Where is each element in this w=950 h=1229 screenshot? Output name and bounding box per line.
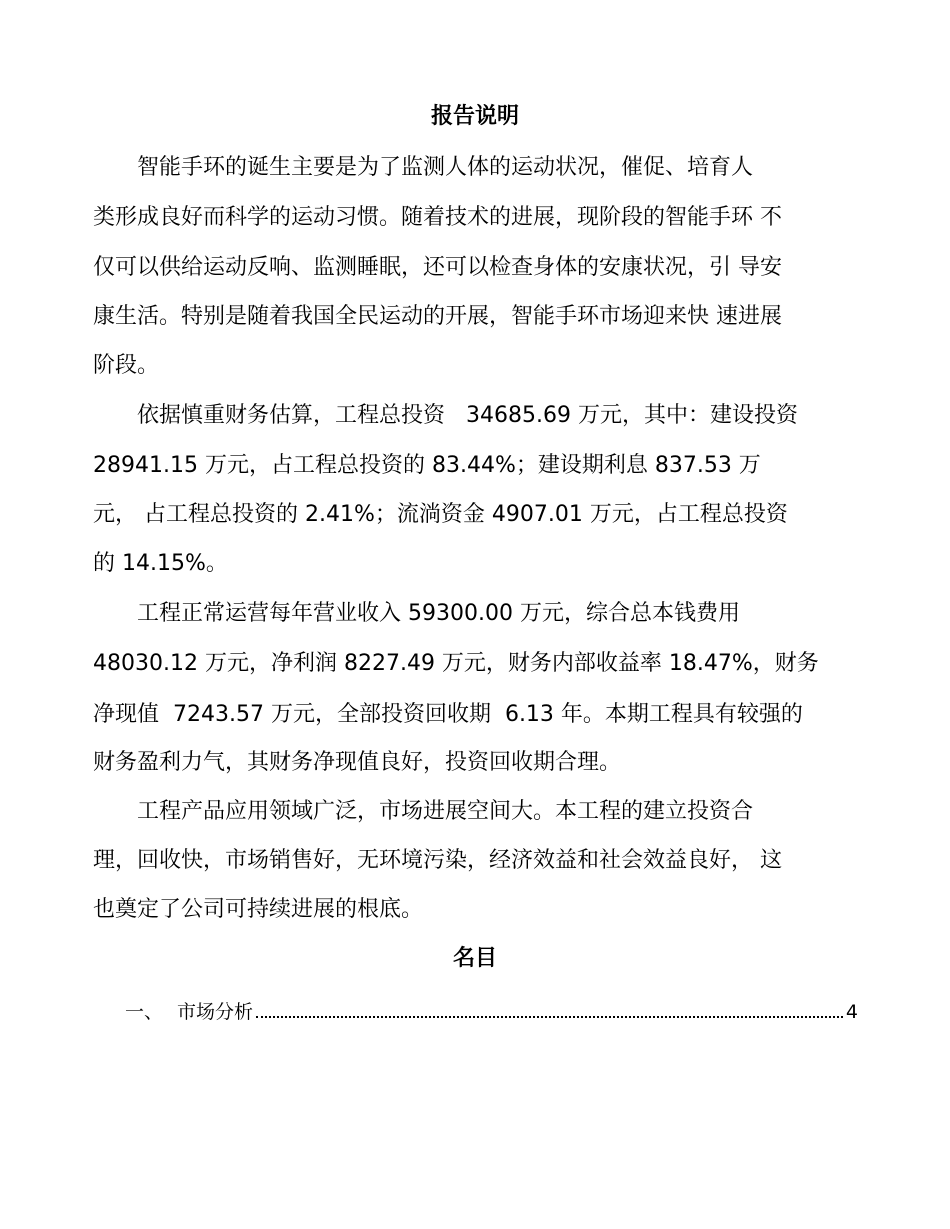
- body-text-line: 28941.15 万元，占工程总投资的 83.44%；建设期利息 837.53 万: [93, 453, 761, 478]
- body-text-line: 元， 占工程总投资的 2.41%；流淌资金 4907.01 万元，占工程总投资: [93, 502, 788, 527]
- body-text-line: 依据慎重财务估算，工程总投资 34685.69 万元，其中：建设投资: [93, 403, 798, 428]
- body-text-line: 智能手环的诞生主要是为了监测人体的运动状况，催促、培育人: [93, 155, 754, 180]
- body-text-line: 康生活。特别是随着我国全民运动的开展，智能手环市场迎来快 速进展: [93, 304, 782, 329]
- body-text-line: 类形成良好而科学的运动习惯。随着技术的进展，现阶段的智能手环 不: [93, 205, 782, 230]
- body-text-line: 财务盈利力气，其财务净现值良好，投资回收期合理。: [93, 750, 622, 775]
- toc-title: 名目: [452, 946, 497, 971]
- body-text-line: 工程正常运营每年营业收入 59300.00 万元，综合总本钱费用: [93, 601, 740, 626]
- body-text-line: 工程产品应用领域广泛，市场进展空间大。本工程的建立投资合: [93, 799, 754, 824]
- toc-dot-leader: [256, 1016, 843, 1018]
- body-text-line: 理，回收快，市场销售好，无环境污染，经济效益和社会效益良好， 这: [93, 848, 782, 873]
- toc-entry-page: 4: [845, 1001, 858, 1023]
- body-text-line: 仅可以供给运动反响、监测睡眠，还可以检查身体的安康状况，引 导安: [93, 255, 782, 280]
- report-title: 报告说明: [430, 104, 519, 129]
- body-text-line: 48030.12 万元，净利润 8227.49 万元，财务内部收益率 18.47%，财务: [93, 651, 819, 676]
- body-text-line: 也奠定了公司可持续进展的根底。: [93, 897, 424, 922]
- toc-entry-number: 一、: [125, 1001, 164, 1023]
- toc-entry[interactable]: [125, 999, 858, 1025]
- body-text-line: 阶段。: [93, 353, 160, 378]
- body-text-line: 净现值 7243.57 万元，全部投资回收期 6.13 年。本期工程具有较强的: [93, 702, 803, 727]
- body-text-line: 的 14.15%。: [93, 551, 228, 576]
- toc-entry-label: 市场分析: [177, 1001, 254, 1023]
